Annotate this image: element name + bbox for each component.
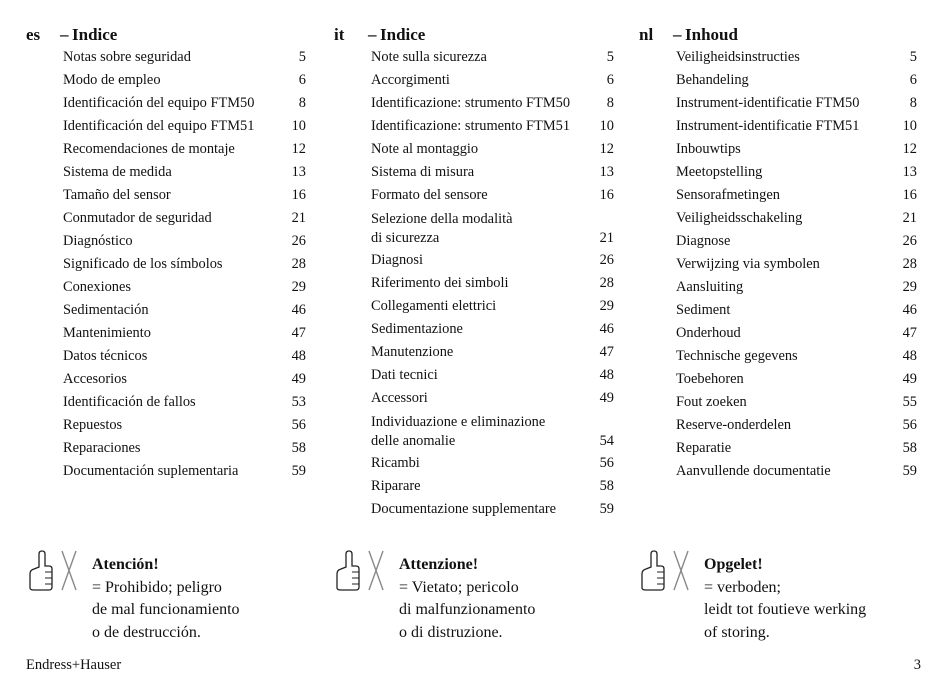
toc-entry <box>639 345 917 368</box>
toc-entry <box>639 115 917 138</box>
toc-entry-label: Instrument-identificatie FTM50 <box>676 95 860 111</box>
toc-entry-label: Fout zoeken <box>676 394 747 410</box>
toc-entry-label: Instrument-identificatie FTM51 <box>676 118 860 134</box>
toc-entry <box>334 318 614 341</box>
toc-list-nl <box>639 46 917 483</box>
toc-entry <box>334 69 614 92</box>
toc-entry-label: Riparare <box>371 478 421 494</box>
toc-entry <box>639 161 917 184</box>
toc-entry <box>26 391 306 414</box>
toc-entry-label: Aansluiting <box>676 279 744 295</box>
toc-entry-label: Mantenimiento <box>63 325 151 341</box>
toc-entry-page: 49 <box>902 371 917 387</box>
toc-entry <box>639 230 917 253</box>
toc-entry-label: Datos técnicos <box>63 348 148 364</box>
toc-entry-label: Modo de empleo <box>63 72 161 88</box>
toc-entry-label: Verwijzing via symbolen <box>676 256 820 272</box>
toc-section-it <box>334 24 614 521</box>
language-code: nl <box>639 25 654 44</box>
toc-entry-label: Selezione della modalità di sicurezza <box>371 211 513 246</box>
toc-entry-page: 59 <box>599 501 614 517</box>
toc-entry-label: Accorgimenti <box>371 72 450 88</box>
brand-name: Endress+Hauser <box>26 657 122 673</box>
toc-entry <box>639 138 917 161</box>
heading-dash: – <box>368 25 377 44</box>
toc-entry-page: 48 <box>599 367 614 383</box>
toc-entry-page: 12 <box>291 141 306 157</box>
toc-entry-page: 8 <box>909 95 917 111</box>
toc-entry-label: Sistema di misura <box>371 164 475 180</box>
toc-entry <box>26 460 306 483</box>
toc-entry <box>639 276 917 299</box>
toc-entry-page: 21 <box>599 230 614 246</box>
toc-entry <box>26 299 306 322</box>
warning-line: o de destrucción. <box>92 623 201 641</box>
toc-entry-label: Manutenzione <box>371 344 454 360</box>
toc-entry-label: Documentación suplementaria <box>63 463 239 479</box>
toc-entry-label: Veiligheidsinstructies <box>676 49 800 65</box>
toc-entry-label: Identificación de fallos <box>63 394 196 410</box>
toc-entry-label: Behandeling <box>676 72 749 88</box>
toc-entry <box>26 253 306 276</box>
toc-entry-label: Identificazione: strumento FTM50 <box>371 95 571 111</box>
toc-list-es <box>26 46 306 483</box>
toc-entry <box>26 69 306 92</box>
toc-entry-label: Diagnóstico <box>63 233 133 249</box>
toc-entry-label: Accesorios <box>63 371 127 387</box>
toc-entry <box>334 92 614 115</box>
toc-entry-page: 5 <box>606 49 614 65</box>
toc-entry-label: Conmutador de seguridad <box>63 210 212 226</box>
warning-line: di malfunzionamento <box>399 601 536 618</box>
toc-entry-label: Reparatie <box>676 440 732 456</box>
toc-entry <box>334 364 614 387</box>
toc-entry-page: 8 <box>606 95 614 111</box>
toc-entry-page: 6 <box>606 72 614 88</box>
toc-entry <box>639 46 917 69</box>
toc-entry-page: 46 <box>902 302 917 318</box>
toc-entry-label: Diagnosi <box>371 252 423 268</box>
toc-entry-label: Veiligheidsschakeling <box>676 210 803 226</box>
toc-entry-page: 47 <box>902 325 917 341</box>
warning-line: = Prohibido; peligro <box>92 578 222 596</box>
toc-entry <box>26 115 306 138</box>
toc-entry-page: 53 <box>291 394 306 410</box>
toc-entry-page: 54 <box>599 433 614 449</box>
toc-entry <box>26 230 306 253</box>
toc-entry-label: Recomendaciones de montaje <box>63 141 235 157</box>
toc-list-it <box>334 46 614 521</box>
toc-entry <box>639 207 917 230</box>
toc-entry-page: 56 <box>291 417 306 433</box>
toc-entry <box>639 460 917 483</box>
toc-entry <box>639 299 917 322</box>
toc-entry-page: 5 <box>298 49 306 65</box>
toc-entry <box>639 322 917 345</box>
toc-entry-page: 46 <box>291 302 306 318</box>
toc-entry-label: Sediment <box>676 302 731 318</box>
toc-entry-page: 47 <box>291 325 306 341</box>
toc-entry-page: 26 <box>599 252 614 268</box>
toc-entry-label: Accessori <box>371 390 428 406</box>
toc-entry <box>334 341 614 364</box>
toc-entry-page: 10 <box>291 118 306 134</box>
language-code: es <box>26 25 41 44</box>
section-heading-nl <box>639 24 917 46</box>
toc-section-nl <box>639 24 917 483</box>
toc-entry <box>334 46 614 69</box>
toc-entry <box>334 249 614 272</box>
toc-entry <box>334 387 614 410</box>
toc-entry <box>26 92 306 115</box>
toc-entry-page: 26 <box>291 233 306 249</box>
toc-entry <box>334 115 614 138</box>
toc-entry-page: 12 <box>902 141 917 157</box>
warning-title: Opgelet! <box>704 556 763 573</box>
section-title: Inhoud <box>685 25 738 44</box>
toc-entry <box>639 253 917 276</box>
toc-entry-label: Collegamenti elettrici <box>371 298 497 314</box>
prohibited-hand-icon <box>26 548 78 594</box>
toc-entry-page: 59 <box>902 463 917 479</box>
heading-dash: – <box>673 25 682 44</box>
toc-entry-page: 46 <box>599 321 614 337</box>
warning-title: Atención! <box>92 556 159 573</box>
toc-entry-page: 49 <box>291 371 306 387</box>
toc-entry <box>639 69 917 92</box>
toc-entry-label: Sistema de medida <box>63 164 172 180</box>
toc-entry <box>639 184 917 207</box>
toc-entry-label: Notas sobre seguridad <box>63 49 191 65</box>
toc-entry-label: Technische gegevens <box>676 348 798 364</box>
toc-entry <box>26 322 306 345</box>
toc-entry-page: 12 <box>599 141 614 157</box>
toc-entry <box>26 414 306 437</box>
toc-entry-label: Reserve-onderdelen <box>676 417 792 433</box>
toc-entry <box>26 138 306 161</box>
toc-entry-page: 10 <box>599 118 614 134</box>
toc-entry <box>639 368 917 391</box>
toc-entry-page: 13 <box>291 164 306 180</box>
toc-entry-label: Identificazione: strumento FTM51 <box>371 118 571 134</box>
toc-entry-page: 55 <box>902 394 917 410</box>
toc-entry <box>334 452 614 475</box>
toc-entry-page: 48 <box>291 348 306 364</box>
toc-entry-label: Reparaciones <box>63 440 141 456</box>
toc-entry-page: 5 <box>909 49 917 65</box>
toc-entry-page: 6 <box>909 72 917 88</box>
toc-entry-page: 16 <box>902 187 917 203</box>
toc-entry-label: Riferimento dei simboli <box>371 275 509 291</box>
toc-section-es <box>26 24 306 483</box>
toc-entry-label: Note sulla sicurezza <box>371 49 487 65</box>
toc-entry-label: Conexiones <box>63 279 131 295</box>
toc-entry-page: 29 <box>291 279 306 295</box>
toc-entry-label: Toebehoren <box>676 371 744 387</box>
toc-entry-label: Onderhoud <box>676 325 741 341</box>
toc-entry-label: Formato del sensore <box>371 187 488 203</box>
toc-entry-page: 56 <box>902 417 917 433</box>
warning-line: of storing. <box>704 623 770 641</box>
toc-entry-page: 47 <box>599 344 614 360</box>
toc-entry-page: 49 <box>599 390 614 406</box>
toc-entry <box>26 184 306 207</box>
toc-entry <box>639 92 917 115</box>
toc-entry <box>639 414 917 437</box>
toc-entry-page: 21 <box>291 210 306 226</box>
toc-entry-page: 13 <box>902 164 917 180</box>
toc-entry <box>639 437 917 460</box>
language-code: it <box>334 25 345 44</box>
toc-entry-page: 28 <box>291 256 306 272</box>
section-title: Indice <box>380 25 426 44</box>
toc-entry <box>26 161 306 184</box>
toc-entry-label: Sensorafmetingen <box>676 187 780 203</box>
toc-entry-page: 48 <box>902 348 917 364</box>
toc-entry-page: 28 <box>902 256 917 272</box>
toc-entry-label: Repuestos <box>63 417 123 433</box>
toc-entry <box>334 272 614 295</box>
warning-line: de mal funcionamiento <box>92 601 240 618</box>
toc-entry-label: Individuazione e eliminazione delle anomalie <box>371 414 546 449</box>
toc-entry-page: 59 <box>291 463 306 479</box>
toc-entry-page: 58 <box>902 440 917 456</box>
toc-entry-page: 58 <box>291 440 306 456</box>
toc-entry-page: 8 <box>298 95 306 111</box>
toc-entry-page: 29 <box>902 279 917 295</box>
toc-entry <box>334 295 614 318</box>
toc-entry-label: Tamaño del sensor <box>63 187 171 203</box>
toc-entry-page: 29 <box>599 298 614 314</box>
toc-entry-page: 16 <box>291 187 306 203</box>
warning-line: = verboden; <box>704 578 781 596</box>
toc-entry-label: Inbouwtips <box>676 141 741 157</box>
warning-title: Attenzione! <box>399 556 479 573</box>
toc-entry <box>334 498 614 521</box>
section-title: Indice <box>72 25 118 44</box>
toc-entry <box>26 368 306 391</box>
warning-line: o di distruzione. <box>399 623 503 641</box>
toc-entry-page: 16 <box>599 187 614 203</box>
toc-entry-page: 56 <box>599 455 614 471</box>
toc-entry-label: Diagnose <box>676 233 731 249</box>
toc-entry <box>334 184 614 207</box>
toc-entry-label: Documentazione supplementare <box>371 501 557 517</box>
toc-entry-page: 58 <box>599 478 614 494</box>
toc-entry <box>334 410 614 452</box>
toc-entry <box>26 437 306 460</box>
prohibited-hand-icon <box>333 548 385 594</box>
toc-entry <box>26 46 306 69</box>
toc-entry <box>334 138 614 161</box>
toc-entry-label: Note al montaggio <box>371 141 479 157</box>
toc-entry-label: Significado de los símbolos <box>63 256 223 272</box>
toc-entry-label: Identificación del equipo FTM50 <box>63 95 255 111</box>
section-heading-es <box>26 24 306 46</box>
toc-entry-page: 28 <box>599 275 614 291</box>
toc-entry <box>334 207 614 249</box>
toc-entry <box>334 161 614 184</box>
section-heading-it <box>334 24 614 46</box>
toc-entry-label: Aanvullende documentatie <box>676 463 831 479</box>
toc-entry-label: Sedimentación <box>63 302 149 318</box>
prohibited-hand-icon <box>638 548 690 594</box>
toc-entry-page: 10 <box>902 118 917 134</box>
toc-entry-page: 26 <box>902 233 917 249</box>
toc-entry <box>26 345 306 368</box>
toc-entry-page: 13 <box>599 164 614 180</box>
page-number: 3 <box>913 657 921 673</box>
toc-entry-label: Ricambi <box>371 455 420 471</box>
toc-entry-page: 21 <box>902 210 917 226</box>
heading-dash: – <box>60 25 69 44</box>
toc-entry-label: Meetopstelling <box>676 164 763 180</box>
toc-entry-label: Sedimentazione <box>371 321 463 337</box>
warning-line: = Vietato; pericolo <box>399 578 519 596</box>
toc-entry <box>334 475 614 498</box>
toc-entry-label: Identificación del equipo FTM51 <box>63 118 255 134</box>
toc-entry <box>639 391 917 414</box>
warning-line: leidt tot foutieve werking <box>704 601 867 618</box>
toc-entry-label: Dati tecnici <box>371 367 438 383</box>
toc-entry-page: 6 <box>298 72 306 88</box>
toc-entry <box>26 207 306 230</box>
toc-entry <box>26 276 306 299</box>
